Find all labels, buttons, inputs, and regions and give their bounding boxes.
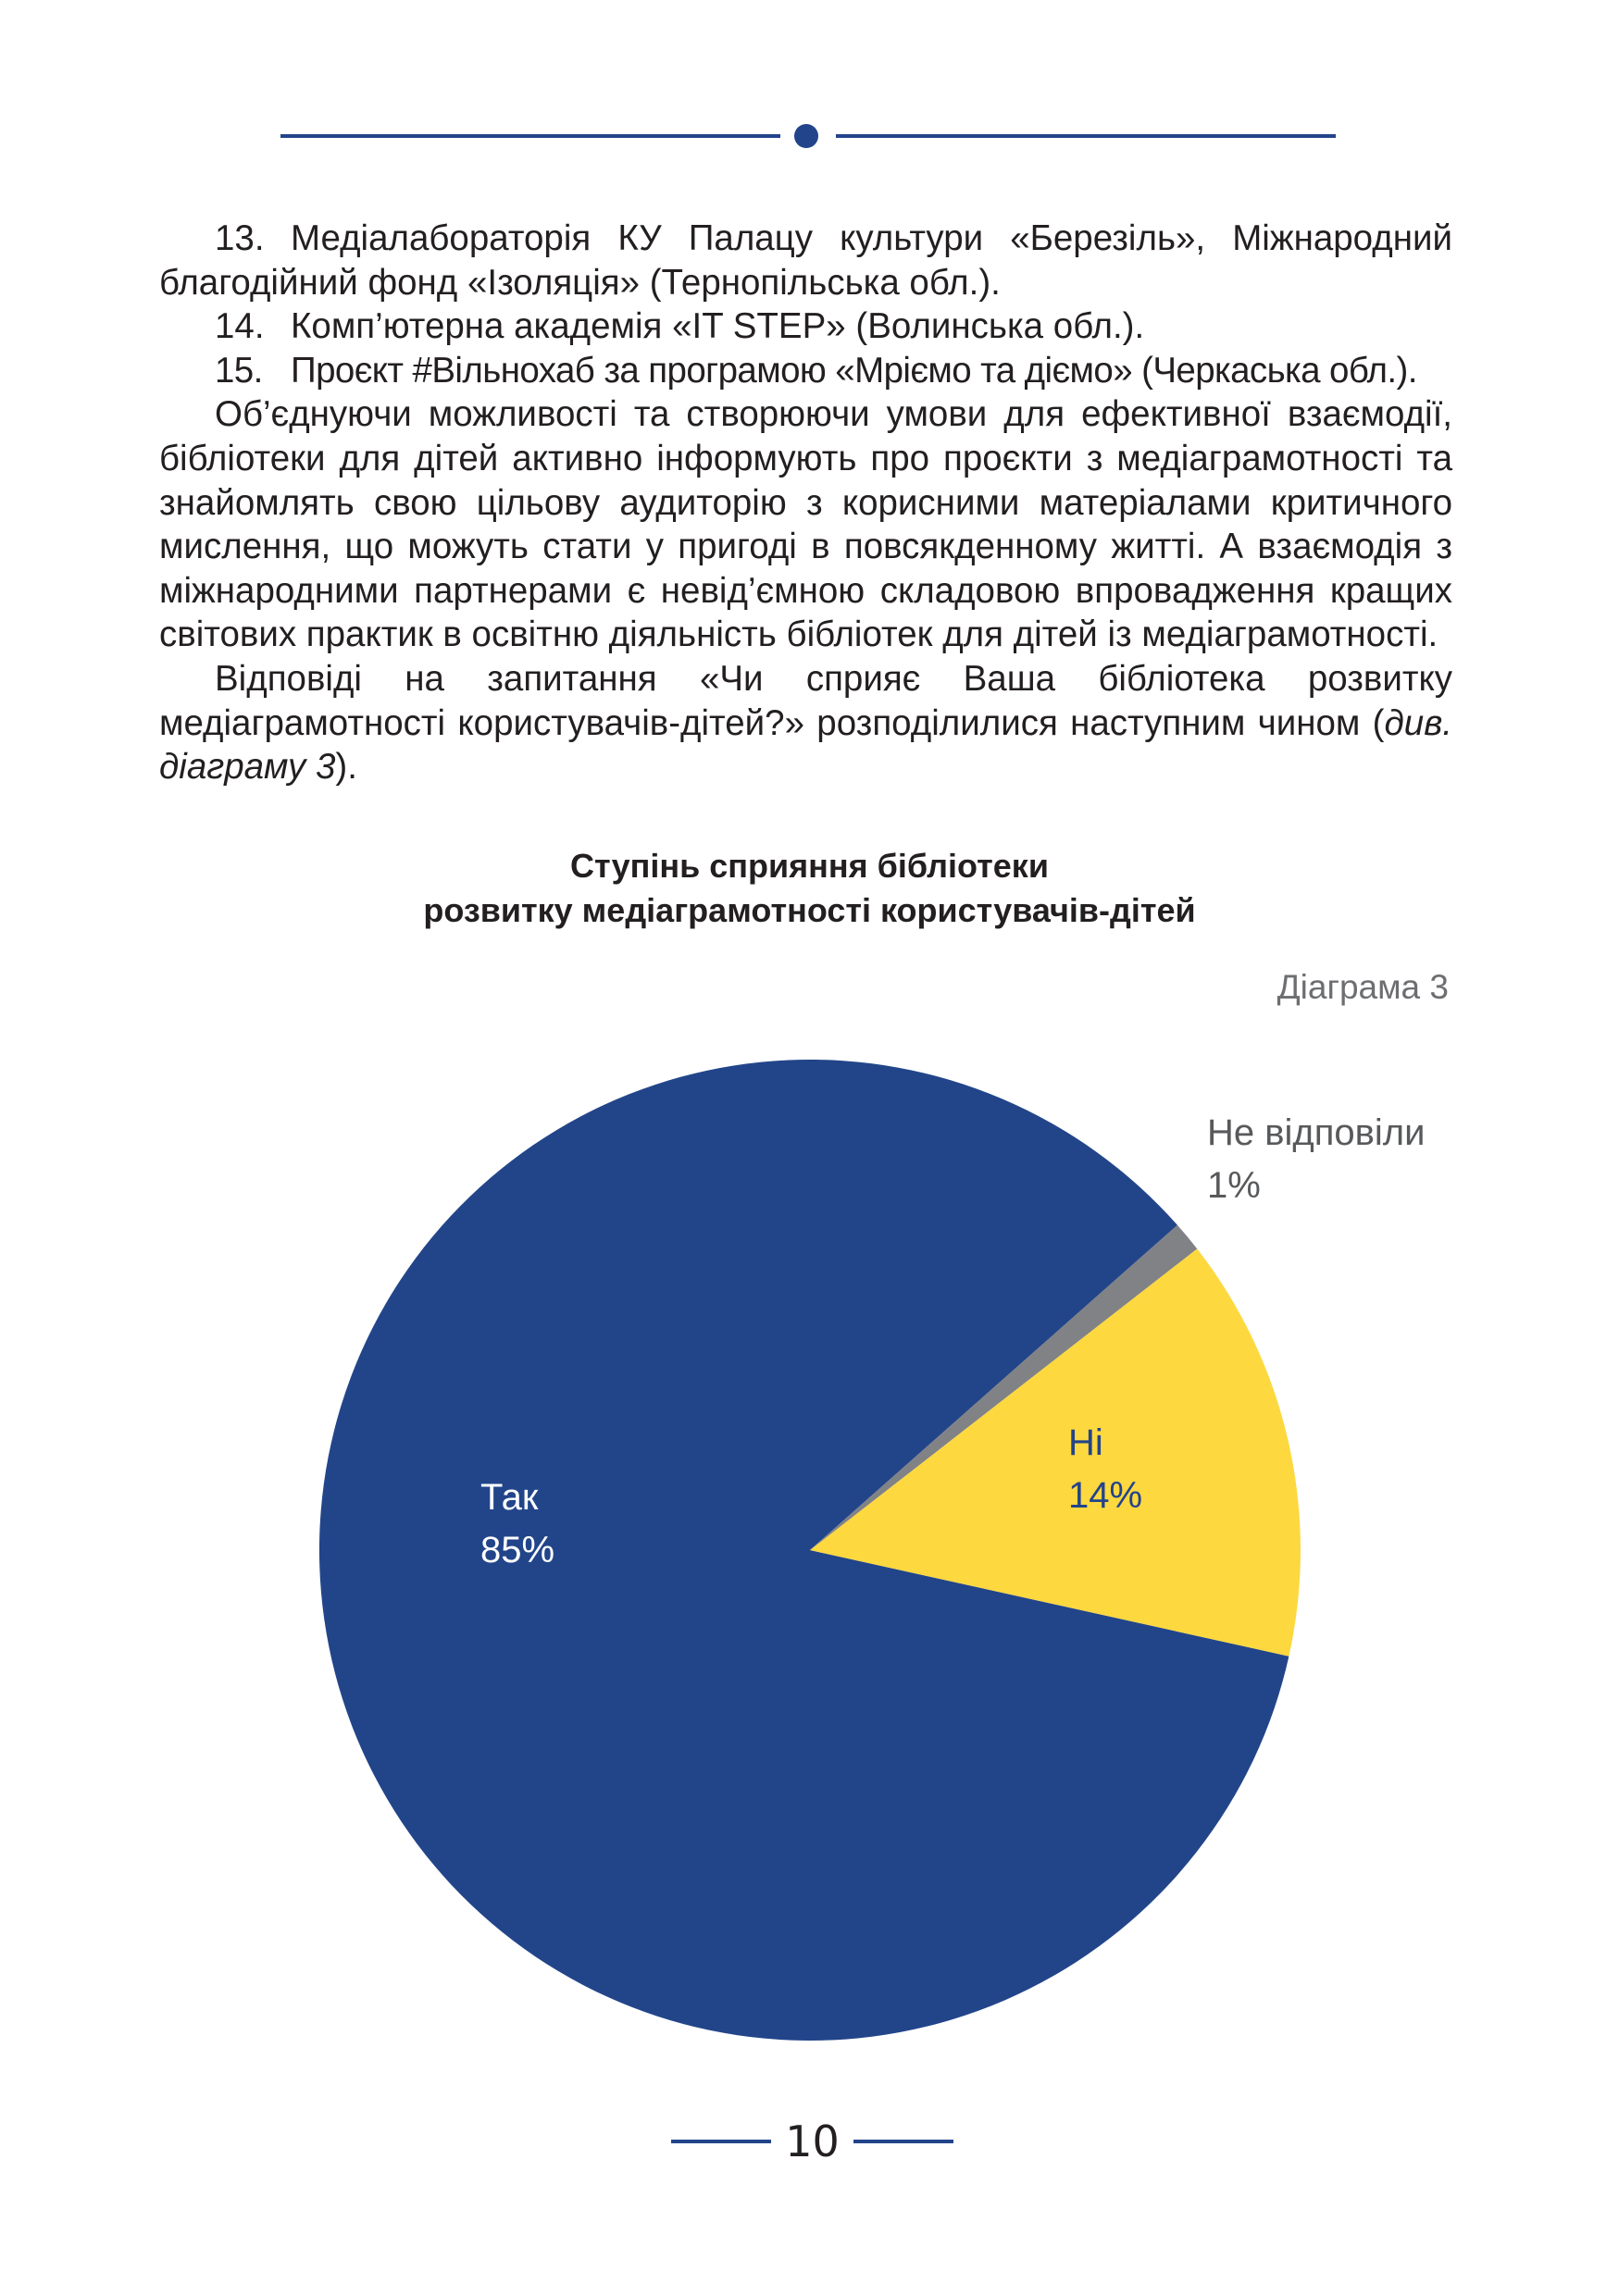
slice-label-no: Ні 14% [1068, 1422, 1143, 1516]
paragraph: Об’єднуючи можливості та створюючи умови для ефективної взаємодії, бібліотеки для дітей активно інформують про проєкти з медіаграмотності та знайомлять свою цільову аудиторію з корисними матеріалами критичного мислення, що можуть стати у пригоді в повсякденному житті. А взаємодія з міжнародними партнерами є невід’ємною складовою впровадження кращих світових практик в освітню діяльність бібліотек для дітей із медіаграмотності. [159, 394, 1452, 655]
paragraph: Відповіді на запитання «Чи сприяє Ваша бібліотека розвитку медіаграмотності користувачів-дітей?» розподілилися наступним чином (див. діаграму 3). [159, 658, 1452, 788]
list-item: 13. Медіалабораторія КУ Палацу культури «Березіль», Міжнародний благодійний фонд «Ізоляція» (Тернопільська обл.). [159, 218, 1452, 303]
slice-label-yes: Так 85% [480, 1477, 555, 1570]
page-number: 10 [785, 2116, 840, 2166]
slice-label-no-answer: Не відповіли 1% [1207, 1112, 1426, 1206]
list-item: 14. Комп’ютерна академія «IT STEP» (Волинська обл.). [215, 306, 1145, 347]
chart-title: Ступінь сприяння бібліотеки розвитку медіаграмотності користувачів-дітей [423, 847, 1196, 929]
footer-rule-left [671, 2140, 771, 2143]
list-item: 15. Проєкт #Вільнохаб за програмою «Мріємо та діємо» (Черкаська обл.). [215, 350, 1417, 391]
diagram-label: Діаграма 3 [1277, 968, 1449, 1006]
footer-rule-right [853, 2140, 953, 2143]
